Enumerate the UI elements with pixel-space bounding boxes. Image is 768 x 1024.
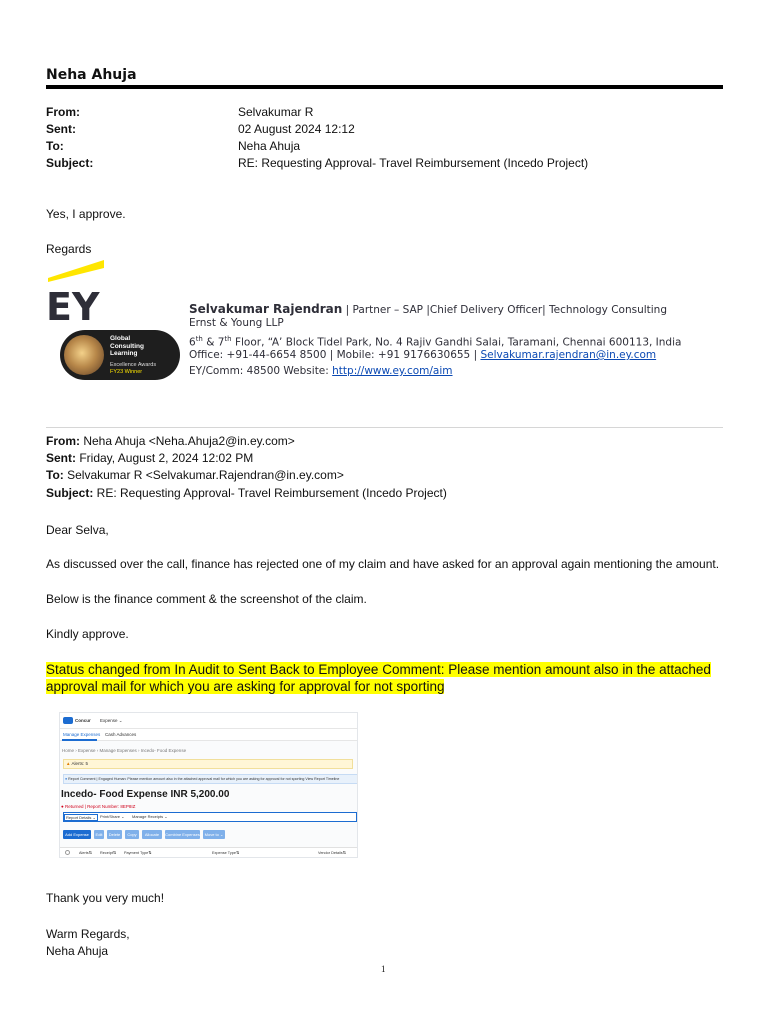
award-year: FY23 Winner <box>110 369 143 375</box>
ey-logo-text: EY <box>46 285 100 324</box>
addr-floor-7: & 7 <box>202 336 225 349</box>
concur-col-payment[interactable]: Payment Type⇅ <box>124 851 152 855</box>
orig-from <box>46 433 295 449</box>
award-sub: Excellence Awards <box>110 362 157 368</box>
subject-value: RE: Requesting Approval- Travel Reimbursement (Incedo Project) <box>238 156 589 170</box>
orig-to-value: Selvakumar R <Selvakumar.Rajendran@in.ey.com> <box>63 468 344 482</box>
award-badge <box>60 330 180 380</box>
body-thanks: Thank you very much! <box>46 891 165 905</box>
body-warm-regards: Warm Regards, <box>46 927 130 941</box>
quote-divider <box>46 427 723 428</box>
body-sign-name: Neha Ahuja <box>46 944 109 958</box>
concur-brand: Concur <box>75 718 91 723</box>
concur-copy-button[interactable] <box>125 830 139 839</box>
from-value: Selvakumar R <box>238 105 314 119</box>
concur-alert-banner <box>63 759 353 769</box>
concur-allocate-button[interactable] <box>142 830 162 839</box>
to-label: To: <box>46 139 64 153</box>
concur-menu[interactable]: Expense ⌄ <box>100 718 123 723</box>
highlighted-comment-text: Status changed from In Audit to Sent Back to Employee Comment: Please mention amount also in the attached approval mail for which you are asking for approval for not sporting <box>46 662 711 694</box>
signature-phone: Office: +91-44-6654 8500 | Mobile: +91 9176630655 | <box>189 349 481 361</box>
signature-name: Selvakumar Rajendran <box>189 302 343 316</box>
orig-to <box>46 467 344 483</box>
concur-col-expense[interactable]: Expense Type⇅ <box>212 851 240 855</box>
concur-col-receipt[interactable]: Receipt⇅ <box>100 851 117 855</box>
addr-sup-1: th <box>195 335 203 343</box>
warning-icon: ▲ <box>66 761 71 766</box>
concur-combine-label: Combine Expenses <box>165 832 200 837</box>
sent-label: Sent: <box>46 122 76 136</box>
concur-alerts-text <box>66 761 88 767</box>
concur-add-expense-button[interactable] <box>63 830 91 839</box>
concur-print-share[interactable]: Print/Share ⌄ <box>100 814 125 819</box>
body-para3: Kindly approve. <box>46 627 129 641</box>
body-greeting: Dear Selva, <box>46 523 109 537</box>
orig-sent-value: Friday, August 2, 2024 12:02 PM <box>76 451 254 465</box>
concur-report-status <box>61 804 135 810</box>
signature-titles: | Partner – SAP |Chief Delivery Officer| Technology Consulting <box>342 304 667 316</box>
concur-comment-label: Report Comment | Engaged Human: Please mention amount also in the attached approval mail for which you are asking for approval for not sporting View Report Timeline <box>68 777 340 781</box>
orig-from-label: From: <box>46 434 80 448</box>
sent-value: 02 August 2024 12:12 <box>238 122 355 136</box>
concur-allocate-label: Allocate <box>144 832 160 837</box>
concur-col-alerts[interactable]: Alerts⇅ <box>79 851 92 855</box>
orig-from-value: Neha Ahuja <Neha.Ahuja2@in.ey.com> <box>80 434 295 448</box>
sap-logo-icon <box>63 717 73 724</box>
signature-email-link[interactable]: Selvakumar.rajendran@in.ey.com <box>480 349 657 361</box>
orig-sent-label: Sent: <box>46 451 76 465</box>
orig-sent <box>46 450 253 466</box>
addr-rest: Floor, “A’ Block Tidel Park, No. 4 Rajiv Gandhi Salai, Taramani, Chennai 600113, India <box>231 336 682 349</box>
concur-delete-label: Delete <box>108 832 121 837</box>
body-para1: As discussed over the call, finance has rejected one of my claim and have asked for an approval again mentioning the amount. <box>46 557 720 571</box>
signature-phone-line <box>189 348 656 362</box>
concur-combine-button[interactable] <box>165 830 200 839</box>
concur-edit-button[interactable] <box>94 830 104 839</box>
signature-company: Ernst & Young LLP <box>189 317 284 329</box>
concur-screenshot <box>59 712 358 858</box>
award-title: Global Consulting Learning <box>110 335 144 357</box>
ey-logo-icon <box>46 258 108 324</box>
orig-to-label: To: <box>46 468 64 482</box>
concur-move-button[interactable] <box>203 830 225 839</box>
error-icon: ● <box>61 804 64 809</box>
signature-comm-line <box>189 364 453 378</box>
concur-report-title: Incedo- Food Expense INR 5,200.00 <box>61 789 230 800</box>
from-label: From: <box>46 105 80 119</box>
concur-breadcrumb: Home › Expense › Manage Expenses › Incedo- Food Expense <box>62 748 187 753</box>
body-para2: Below is the finance comment & the screenshot of the claim. <box>46 592 367 606</box>
subject-label: Subject: <box>46 156 94 170</box>
header-rule <box>46 85 723 89</box>
reply-text: Yes, I approve. <box>46 207 126 221</box>
sender-name: Neha Ahuja <box>46 67 137 83</box>
signature-name-line <box>189 298 667 317</box>
signature-comm: EY/Comm: 48500 Website: <box>189 365 333 377</box>
info-icon: ● <box>65 777 68 781</box>
orig-subject-label: Subject: <box>46 486 94 500</box>
page-number: 1 <box>381 964 386 974</box>
orig-subject <box>46 485 447 501</box>
award-medal-icon <box>64 335 104 375</box>
addr-sup-2: th <box>224 335 232 343</box>
concur-col-vendor[interactable]: Vendor Details⇅ <box>318 851 346 855</box>
addr-floor-6: 6 <box>189 336 196 349</box>
orig-subject-value: RE: Requesting Approval- Travel Reimbursement (Incedo Project) <box>93 486 447 500</box>
to-value: Neha Ahuja <box>238 139 301 153</box>
concur-add-expense-label: Add Expense <box>65 832 89 837</box>
concur-tab-underline <box>62 739 97 741</box>
signature-address <box>189 332 681 350</box>
highlighted-comment <box>46 661 726 695</box>
reply-regards: Regards <box>46 242 92 256</box>
concur-edit-label: Edit <box>95 832 103 837</box>
concur-comment-text <box>65 776 358 782</box>
concur-select-checkbox[interactable] <box>65 850 70 855</box>
concur-tab-manage[interactable]: Manage Expenses <box>63 732 101 737</box>
concur-manage-receipts[interactable]: Manage Receipts ⌄ <box>132 814 168 819</box>
concur-tab-cash[interactable]: Cash Advances <box>105 732 137 737</box>
concur-copy-label: Copy <box>127 832 137 837</box>
concur-report-details[interactable]: Report Details ⌄ <box>66 815 96 820</box>
concur-alerts-label: Alerts: 5 <box>71 761 88 766</box>
concur-move-label: Move to ⌄ <box>204 832 224 837</box>
concur-status-label: Returned | Report Number: 8EP8IZ <box>64 804 136 809</box>
signature-website-link[interactable]: http://www.ey.com/aim <box>332 365 453 377</box>
concur-delete-button[interactable] <box>107 830 122 839</box>
